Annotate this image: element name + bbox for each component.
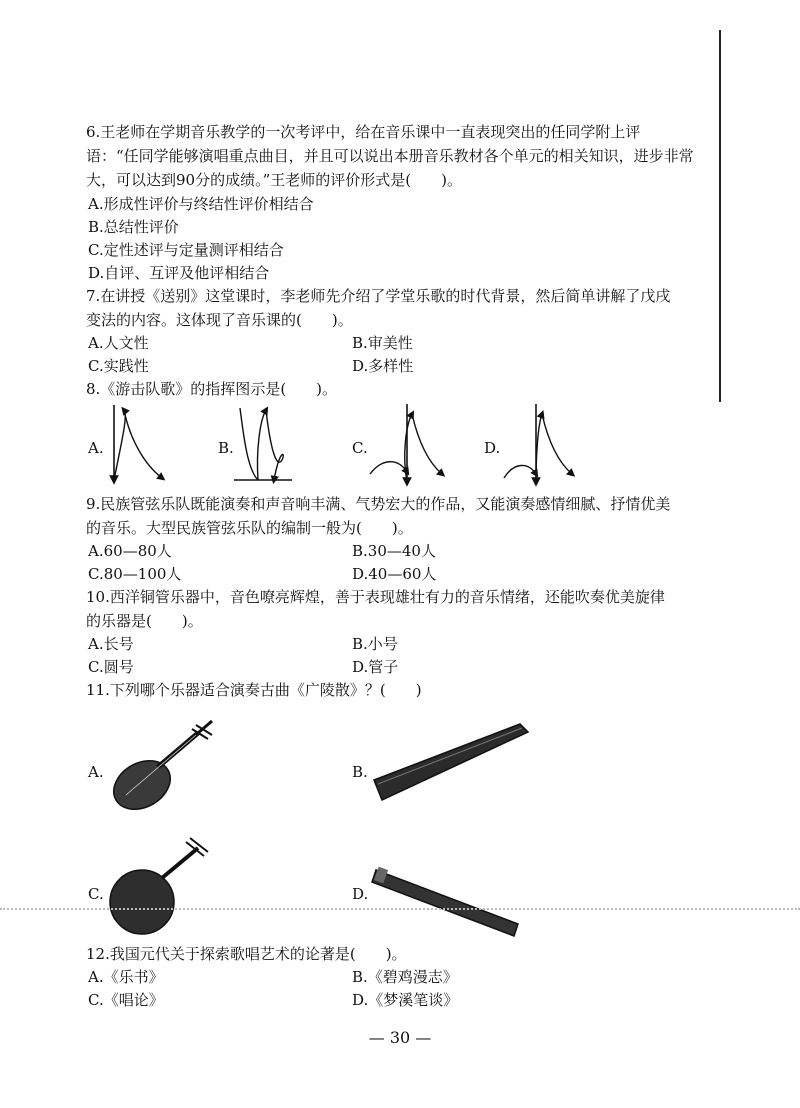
- q8-option-c: C.: [352, 439, 368, 457]
- q6-line-1: 6.王老师在学期音乐教学的一次考评中，给在音乐课中一直表现突出的任同学附上评: [86, 123, 641, 141]
- q6-option-d: D.自评、互评及他评相结合: [88, 264, 270, 282]
- q10-line-1: 10.西洋铜管乐器中，音色嘹亮辉煌，善于表现雄壮有力的音乐情绪，还能吹奏优美旋律: [86, 588, 665, 606]
- q8-option-d: D.: [484, 439, 501, 457]
- guqin-illustration: [370, 718, 530, 808]
- q7-line-1: 7.在讲授《送别》这堂课时，李老师先介绍了学堂乐歌的时代背景，然后简单讲解了戊戌: [86, 287, 671, 305]
- q11-line-1: 11.下列哪个乐器适合演奏古曲《广陵散》？( ): [86, 681, 422, 699]
- q9-line-1: 9.民族管弦乐队既能演奏和声音响丰满、气势宏大的作品，又能演奏感情细腻、抒情优美: [86, 495, 671, 513]
- page-number: — 30 —: [368, 1028, 432, 1047]
- conducting-diagram-a: [100, 400, 180, 485]
- q10-line-2: 的乐器是( )。: [86, 612, 203, 630]
- q8-option-b: B.: [218, 439, 234, 457]
- q9-option-c: C.80—100人: [88, 565, 182, 583]
- pipa-illustration: [100, 715, 230, 815]
- q7-option-a: A.人文性: [88, 334, 149, 352]
- conducting-diagram-c: [362, 400, 452, 485]
- q11-option-d: D.: [352, 885, 369, 903]
- q6-option-c: C.定性述评与定量测评相结合: [88, 241, 284, 259]
- q8-line-1: 8.《游击队歌》的指挥图示是( )。: [86, 380, 338, 398]
- q6-option-a: A.形成性评价与终结性评价相结合: [88, 195, 314, 213]
- q12-option-b: B.《碧鸡漫志》: [352, 968, 458, 986]
- q10-option-d: D.管子: [352, 658, 399, 676]
- conducting-diagram-d: [500, 400, 590, 485]
- q6-option-b: B.总结性评价: [88, 218, 179, 236]
- ruan-illustration: [100, 838, 230, 948]
- q7-option-c: C.实践性: [88, 357, 149, 375]
- scan-dotted-artifact: [0, 908, 800, 910]
- q7-line-2: 变法的内容。这体现了音乐课的( )。: [86, 311, 353, 329]
- q10-option-b: B.小号: [352, 635, 398, 653]
- q9-line-2: 的音乐。大型民族管弦乐队的编制一般为( )。: [86, 519, 413, 537]
- q12-option-c: C.《唱论》: [88, 991, 164, 1009]
- q12-option-a: A.《乐书》: [88, 968, 164, 986]
- q12-option-d: D.《梦溪笔谈》: [352, 991, 459, 1009]
- q6-line-3: 大，可以达到90分的成绩。”王老师的评价形式是( )。: [86, 171, 462, 189]
- q11-option-a: A.: [88, 763, 104, 781]
- conducting-diagram-b: [230, 400, 310, 485]
- q9-option-a: A.60—80人: [88, 542, 172, 560]
- q11-option-c: C.: [88, 885, 104, 903]
- q10-option-a: A.长号: [88, 635, 134, 653]
- q10-option-c: C.圆号: [88, 658, 134, 676]
- q9-option-b: B.30—40人: [352, 542, 436, 560]
- q9-option-d: D.40—60人: [352, 565, 437, 583]
- q7-option-b: B.审美性: [352, 334, 413, 352]
- page-edge-rule: [719, 30, 721, 402]
- flute-illustration: [370, 860, 530, 940]
- q11-option-b: B.: [352, 763, 368, 781]
- q12-line-1: 12.我国元代关于探索歌唱艺术的论著是( )。: [86, 945, 407, 963]
- q8-option-a: A.: [88, 439, 104, 457]
- q6-line-2: 语：“任同学能够演唱重点曲目，并且可以说出本册音乐教材各个单元的相关知识，进步非常: [86, 147, 694, 165]
- q7-option-d: D.多样性: [352, 357, 414, 375]
